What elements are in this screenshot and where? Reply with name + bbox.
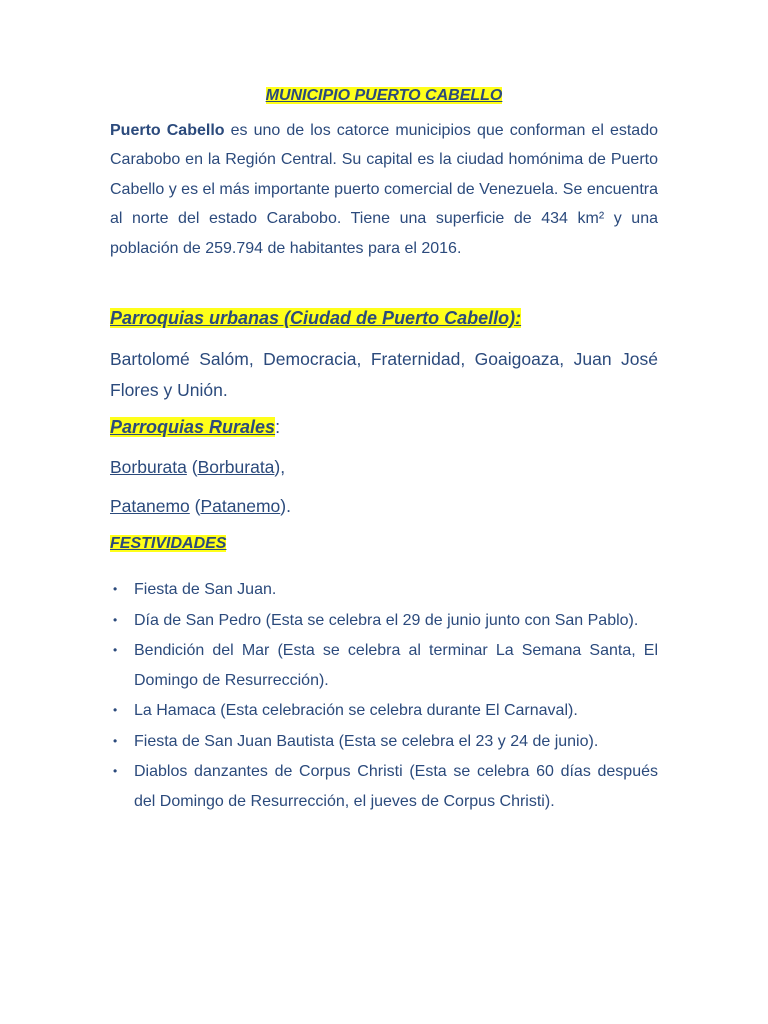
list-item bbox=[110, 606, 658, 636]
list-item bbox=[110, 696, 658, 726]
urban-parishes-list: Bartolomé Salóm, Democracia, Fraternidad, Goaigoaza, Juan José Flores y Unión. bbox=[110, 349, 658, 400]
list-item bbox=[110, 575, 658, 605]
intro-text: es uno de los catorce municipios que conforman el estado Carabobo en la Región Central. Su capital es la ciudad homónima de Puerto Cabello y es el más importante puerto comercial de Venezuela. Se encuentra al norte del estado Carabobo. Tiene una superficie de 434 km² y una población de 259.794 de habitantes para el 2016. bbox=[110, 122, 659, 257]
list-item-text: Diablos danzantes de Corpus Christi (Esta se celebra 60 días después del Domingo de Resurrección, el jueves de Corpus Christi). bbox=[134, 763, 658, 810]
paren-open: ( bbox=[186, 457, 198, 477]
paren-open: ( bbox=[189, 496, 201, 516]
rural-parish-link[interactable]: Patanemo bbox=[200, 496, 281, 516]
festivities-heading-text: FESTIVIDADES bbox=[110, 535, 227, 552]
bullet-icon: • bbox=[113, 733, 118, 748]
list-item-text: La Hamaca (Esta celebración se celebra durante El Carnaval). bbox=[134, 702, 578, 719]
bullet-icon: • bbox=[113, 703, 118, 717]
rural-parish-borburata bbox=[110, 455, 285, 479]
intro-lead: Puerto Cabello bbox=[110, 122, 225, 139]
list-item-text: Fiesta de San Juan Bautista (Esta se celebra el 23 y 24 de junio). bbox=[134, 732, 599, 750]
rural-parish-name[interactable]: Patanemo bbox=[110, 496, 190, 516]
rural-parish-name[interactable]: Borburata bbox=[110, 457, 187, 477]
list-item bbox=[110, 757, 658, 816]
list-item bbox=[110, 636, 658, 695]
bullet-icon: • bbox=[113, 643, 118, 657]
urban-parishes-heading bbox=[110, 306, 521, 330]
rural-heading-text: Parroquias Rurales bbox=[110, 417, 276, 437]
bullet-icon: • bbox=[113, 582, 118, 596]
document-title bbox=[110, 86, 658, 106]
festivities-list bbox=[110, 575, 658, 817]
paren-close: ), bbox=[274, 457, 286, 477]
festivities-heading bbox=[110, 533, 226, 555]
intro-paragraph bbox=[110, 116, 658, 263]
rural-parish-link[interactable]: Borburata bbox=[197, 457, 275, 477]
bullet-icon: • bbox=[113, 612, 118, 627]
list-item-text: Fiesta de San Juan. bbox=[134, 581, 277, 598]
rural-parish-patanemo bbox=[110, 494, 291, 518]
list-item-text: Día de San Pedro (Esta se celebra el 29 de junio junto con San Pablo). bbox=[134, 611, 639, 629]
rural-heading-colon: : bbox=[275, 417, 281, 437]
urban-heading-text: Parroquias urbanas (Ciudad de Puerto Cabello): bbox=[110, 308, 522, 328]
rural-parishes-heading bbox=[110, 415, 280, 439]
list-item-text: Bendición del Mar (Esta se celebra al terminar La Semana Santa, El Domingo de Resurrección). bbox=[134, 642, 658, 689]
list-item bbox=[110, 727, 658, 757]
bullet-icon: • bbox=[113, 764, 118, 778]
paren-close: ). bbox=[280, 496, 291, 516]
title-text: MUNICIPIO PUERTO CABELLO bbox=[265, 87, 503, 104]
